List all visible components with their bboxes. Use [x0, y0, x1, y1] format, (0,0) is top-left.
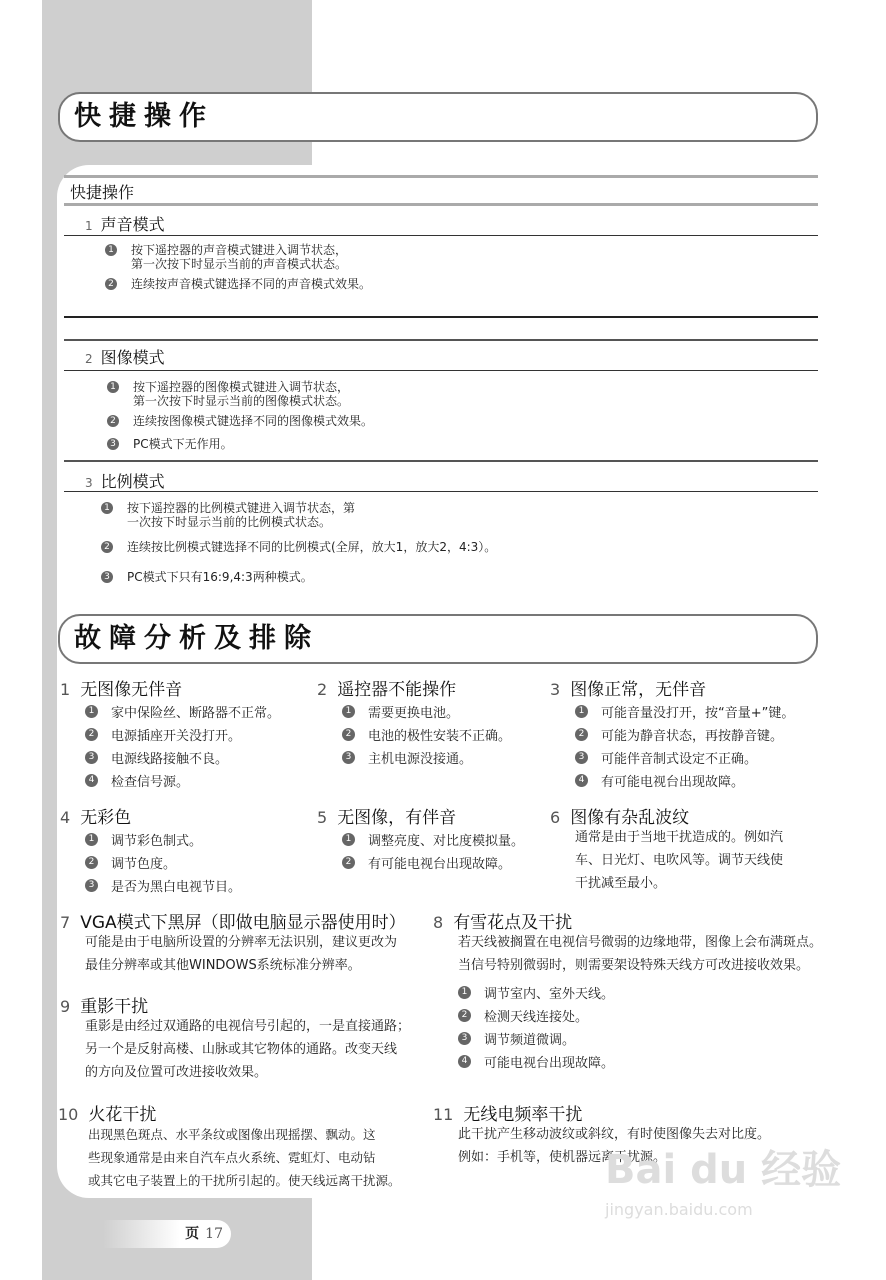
fault-number: 1 [60, 680, 71, 699]
item-text: 连续按比例模式键选择不同的比例模式(全屏，放大1，放大2，4:3）。 [127, 540, 497, 554]
mode-heading [85, 469, 165, 492]
fault-number: 6 [550, 808, 561, 827]
bullet-number-icon: 3 [85, 879, 98, 892]
bullet-number-icon: 1 [342, 705, 355, 718]
fault-number: 8 [433, 913, 444, 932]
divider [64, 316, 818, 318]
bullet-number-icon: 2 [85, 856, 98, 869]
fault-title: 重影干扰 [80, 997, 149, 1017]
section-title-quick-ops: 快捷操作 [58, 92, 818, 142]
item-text: 调节室内、室外天线。 [484, 987, 615, 1002]
item-text: 可能电视台出现故障。 [484, 1056, 615, 1071]
bullet-number-icon: 2 [101, 541, 113, 553]
bullet-number-icon: 2 [105, 278, 117, 290]
bullet-number-icon: 1 [575, 705, 588, 718]
item-text: 调节色度。 [111, 857, 177, 872]
item-text: 有可能电视台出现故障。 [601, 775, 745, 790]
fault-description: 干扰减至最小。 [575, 876, 667, 891]
fault-description: 此干扰产生移动波纹或斜纹，有时使图像失去对比度。 [458, 1127, 771, 1142]
bullet-number-icon: 2 [107, 415, 119, 427]
item-text: 可能为静音状态，再按静音键。 [601, 729, 784, 744]
fault-description: 当信号特别微弱时，则需要架设特殊天线方可改进接收效果。 [458, 958, 810, 973]
item-text: 调整亮度、对比度模拟量。 [368, 834, 525, 849]
list-item [458, 1006, 588, 1025]
fault-number: 3 [550, 680, 561, 699]
mode-heading [85, 345, 165, 368]
bullet-number-icon: 1 [342, 833, 355, 846]
list-item [458, 1029, 575, 1048]
fault-number: 5 [317, 808, 328, 827]
bullet-number-icon: 3 [458, 1032, 471, 1045]
fault-description: 重影是由经过双通路的电视信号引起的，一是直接通路； [85, 1019, 411, 1034]
list-item [575, 771, 744, 790]
fault-description: 些现象通常是由来自汽车点火系统、霓虹灯、电动钻 [88, 1150, 376, 1165]
list-item [85, 853, 176, 872]
fault-number: 10 [58, 1105, 79, 1124]
fault-number: 9 [60, 997, 71, 1016]
list-item [575, 702, 794, 721]
fault-description: 的方向及位置可改进接收效果。 [85, 1065, 268, 1080]
divider [64, 203, 818, 206]
item-text: 按下遥控器的声音模式键进入调节状态， 第一次按下时显示当前的声音模式状态。 [131, 243, 348, 271]
bullet-number-icon: 3 [101, 571, 113, 583]
bullet-number-icon: 2 [458, 1009, 471, 1022]
list-item [85, 876, 241, 895]
item-text: 检测天线连接处。 [484, 1010, 589, 1025]
list-item [85, 748, 228, 767]
fault-description: 最佳分辨率或其他WINDOWS系统标准分辨率。 [85, 958, 361, 973]
list-item [458, 983, 614, 1002]
fault-title: 图像正常，无伴音 [570, 680, 707, 700]
fault-title: 无图像无伴音 [80, 680, 183, 700]
mode-title: 声音模式 [100, 215, 165, 234]
item-text: 按下遥控器的比例模式键进入调节状态，第 一次按下时显示当前的比例模式状态。 [127, 501, 356, 529]
divider [64, 370, 818, 371]
item-text: 主机电源没接通。 [368, 752, 473, 767]
list-item [105, 277, 371, 291]
list-item [85, 830, 202, 849]
list-item [101, 501, 355, 529]
fault-description: 车、日光灯、电吹风等。调节天线使 [575, 853, 784, 868]
bullet-number-icon: 1 [107, 381, 119, 393]
fault-description: 另一个是反射高楼、山脉或其它物体的通路。改变天线 [85, 1042, 398, 1057]
baidu-watermark: Bai du 经验 jingyan.baidu.com [605, 1147, 842, 1219]
list-item [342, 830, 524, 849]
fault-description: 通常是由于当地干扰造成的。例如汽 [575, 830, 784, 845]
fault-description: 例如：手机等，使机器远离干扰源。 [458, 1150, 667, 1165]
list-item [107, 437, 233, 451]
fault-description: 或其它电子装置上的干扰所引起的。使天线远离干扰源。 [88, 1173, 401, 1188]
fault-heading [317, 675, 456, 700]
fault-number: 11 [433, 1105, 454, 1124]
fault-heading [60, 675, 182, 700]
list-item [575, 748, 757, 767]
item-text: 连续按图像模式键选择不同的图像模式效果。 [133, 414, 374, 428]
item-text: 调节彩色制式。 [111, 834, 203, 849]
fault-title: 有雪花点及干扰 [453, 913, 573, 933]
item-text: 可能音量没打开，按“音量+”键。 [601, 706, 795, 721]
fault-heading [550, 675, 706, 700]
mode-heading [85, 212, 165, 235]
list-item [105, 243, 347, 271]
item-text: 电源线路接触不良。 [111, 752, 229, 767]
item-text: PC模式下无作用。 [133, 437, 233, 451]
fault-heading [60, 992, 148, 1017]
divider [64, 460, 818, 462]
divider [64, 235, 818, 236]
bullet-number-icon: 1 [458, 986, 471, 999]
fault-title: 遥控器不能操作 [337, 680, 457, 700]
bullet-number-icon: 2 [575, 728, 588, 741]
list-item [85, 702, 280, 721]
bullet-number-icon: 1 [85, 833, 98, 846]
bullet-number-icon: 3 [85, 751, 98, 764]
fault-title: 无线电频率干扰 [463, 1105, 583, 1125]
item-text: 电池的极性安装不正确。 [368, 729, 512, 744]
item-text: 有可能电视台出现故障。 [368, 857, 512, 872]
fault-heading [58, 1100, 156, 1125]
bullet-number-icon: 2 [342, 856, 355, 869]
list-item [342, 853, 511, 872]
fault-title: 图像有杂乱波纹 [570, 808, 690, 828]
fault-title: 火花干扰 [88, 1105, 157, 1125]
bullet-number-icon: 3 [342, 751, 355, 764]
fault-number: 2 [317, 680, 328, 699]
fault-title: VGA模式下黑屏（即做电脑显示器使用时） [80, 913, 406, 933]
list-item [85, 771, 189, 790]
bullet-number-icon: 1 [105, 244, 117, 256]
bullet-number-icon: 1 [85, 705, 98, 718]
bullet-number-icon: 4 [575, 774, 588, 787]
item-text: 按下遥控器的图像模式键进入调节状态， 第一次按下时显示当前的图像模式状态。 [133, 380, 350, 408]
bullet-number-icon: 1 [101, 502, 113, 514]
fault-heading [550, 803, 689, 828]
fault-heading [433, 1100, 582, 1125]
fault-description: 出现黑色斑点、水平条纹或图像出现摇摆、飘动。这 [88, 1127, 376, 1142]
list-item [342, 702, 459, 721]
list-item [107, 380, 349, 408]
list-item [342, 725, 511, 744]
fault-description: 若天线被搁置在电视信号微弱的边缘地带，图像上会布满斑点。 [458, 935, 823, 950]
section-title-troubleshooting: 故障分析及排除 [58, 614, 818, 664]
fault-number: 4 [60, 808, 71, 827]
fault-heading [317, 803, 456, 828]
bullet-number-icon: 4 [85, 774, 98, 787]
fault-title: 无彩色 [80, 808, 132, 828]
item-text: 电源插座开关没打开。 [111, 729, 242, 744]
item-text: 是否为黑白电视节目。 [111, 880, 242, 895]
list-item [101, 540, 496, 554]
bullet-number-icon: 2 [85, 728, 98, 741]
bullet-number-icon: 3 [107, 438, 119, 450]
subsection-label: 快捷操作 [70, 183, 135, 202]
item-text: 检查信号源。 [111, 775, 190, 790]
fault-description: 可能是由于电脑所设置的分辨率无法识别，建议更改为 [85, 935, 398, 950]
divider [64, 491, 818, 492]
mode-number: 2 [85, 352, 93, 366]
list-item [85, 725, 241, 744]
item-text: 调节频道微调。 [484, 1033, 576, 1048]
fault-heading [60, 803, 131, 828]
item-text: 连续按声音模式键选择不同的声音模式效果。 [131, 277, 372, 291]
divider [64, 339, 818, 341]
list-item [575, 725, 783, 744]
list-item [107, 414, 373, 428]
list-item [458, 1052, 614, 1071]
fault-title: 无图像，有伴音 [337, 808, 457, 828]
page-number: 页 17 [103, 1220, 231, 1248]
list-item [342, 748, 472, 767]
fault-heading [433, 908, 572, 933]
item-text: 家中保险丝、断路器不正常。 [111, 706, 281, 721]
fault-heading [60, 908, 406, 933]
mode-title: 图像模式 [100, 348, 165, 367]
mode-number: 3 [85, 476, 93, 490]
bullet-number-icon: 2 [342, 728, 355, 741]
bullet-number-icon: 4 [458, 1055, 471, 1068]
item-text: 需要更换电池。 [368, 706, 460, 721]
fault-number: 7 [60, 913, 71, 932]
bullet-number-icon: 3 [575, 751, 588, 764]
list-item [101, 570, 313, 584]
mode-title: 比例模式 [100, 472, 165, 491]
mode-number: 1 [85, 219, 93, 233]
item-text: 可能伴音制式设定不正确。 [601, 752, 758, 767]
item-text: PC模式下只有16:9,4:3两种模式。 [127, 570, 313, 584]
divider [64, 175, 818, 178]
